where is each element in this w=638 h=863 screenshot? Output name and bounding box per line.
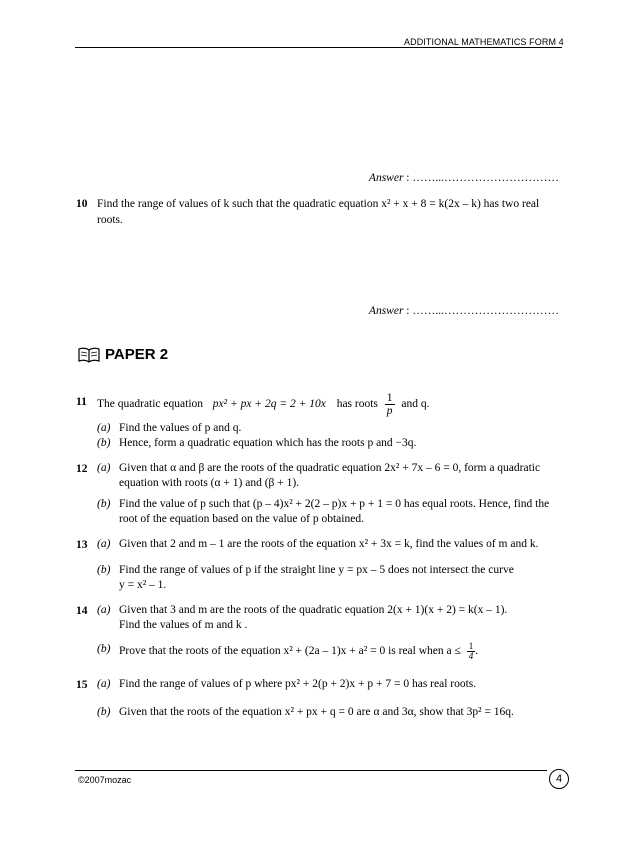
question-and-q: and q.: [401, 398, 430, 411]
question-11: [76, 392, 556, 417]
question-14-part-a: (a) Given that 3 and m are the roots of the quadratic equation 2(x + 1)(x + 2) = k(x – 1). Find the values of m and k .: [97, 604, 508, 631]
answer-label: Answer: [368, 172, 404, 184]
question-13-part-b: (b) Find the range of values of p if the straight line y = px – 5 does not intersect the curve y = x² – 1.: [97, 564, 514, 591]
question-number: 12: [76, 463, 88, 475]
question-number: 14: [76, 605, 88, 617]
question-number: 10: [76, 198, 88, 210]
footer-rule: [75, 770, 547, 771]
question-12-part-a: (a) Given that α and β are the roots of the quadratic equation 2x² + 7x – 6 = 0, form a quadratic equation with roots (α + 1) and (β + 1).: [97, 462, 541, 489]
question-15-part-b: (b) Given that the roots of the equation x² + px + q = 0 are α and 3α, show that 3p² = 16q.: [97, 706, 514, 718]
question-12-part-b: (b) Find the value of p such that (p – 4)x² + 2(2 – p)x + p + 1 = 0 has equal roots. Hence, find the root of the equation based on the value of p obtained.: [97, 498, 550, 525]
fraction: $\frac{1}{4}$: [468, 641, 474, 661]
header-rule: [75, 47, 562, 48]
question-14-part-b: (b) Prove that the roots of the equation x² + (2a – 1)x + a² = 0 is real when a ≤ $\frac{1}{4}$ .: [97, 641, 479, 661]
question-10: [76, 196, 556, 228]
question-11-part-b: (b) Hence, form a quadratic equation which has the roots p and −3q.: [97, 437, 417, 449]
answer-blank: : ……...…………………………: [406, 172, 559, 184]
question-text: Find the range of values of k such that the quadratic equation x² + x + 8 = k(2x – k) has two real roots.: [97, 198, 540, 226]
answer-line-1: [369, 172, 559, 184]
part-text: Prove that the roots of the equation x² + (2a – 1)x + a² = 0 is real when a ≤: [119, 645, 461, 658]
question-13-part-a: (a) Given that 2 and m – 1 are the roots of the equation x² + 3x = k, find the values of m and k.: [97, 538, 539, 550]
book-icon: [78, 347, 100, 366]
fraction: $\frac{1}{p}$: [386, 392, 393, 417]
question-number: 15: [76, 679, 88, 691]
answer-blank: : ……...…………………………: [406, 305, 559, 317]
question-15-part-a: (a) Find the range of values of p where px² + 2(p + 2)x + p + 7 = 0 has real roots.: [97, 678, 477, 690]
question-number: 11: [76, 396, 87, 408]
question-equation: px² + px + 2q = 2 + 10x: [212, 398, 326, 411]
question-has-roots: has roots: [336, 398, 378, 411]
header-title: ADDITIONAL MATHEMATICS FORM 4: [404, 37, 564, 47]
question-11-part-a: (a) Find the values of p and q.: [97, 422, 242, 434]
question-intro: The quadratic equation: [97, 398, 204, 411]
question-number: 13: [76, 539, 88, 551]
copyright: ©2007mozac: [78, 775, 132, 785]
page-number: 4: [549, 769, 569, 789]
section-title: PAPER 2: [105, 346, 169, 363]
answer-label: Answer: [368, 305, 404, 317]
answer-line-2: [369, 305, 559, 317]
